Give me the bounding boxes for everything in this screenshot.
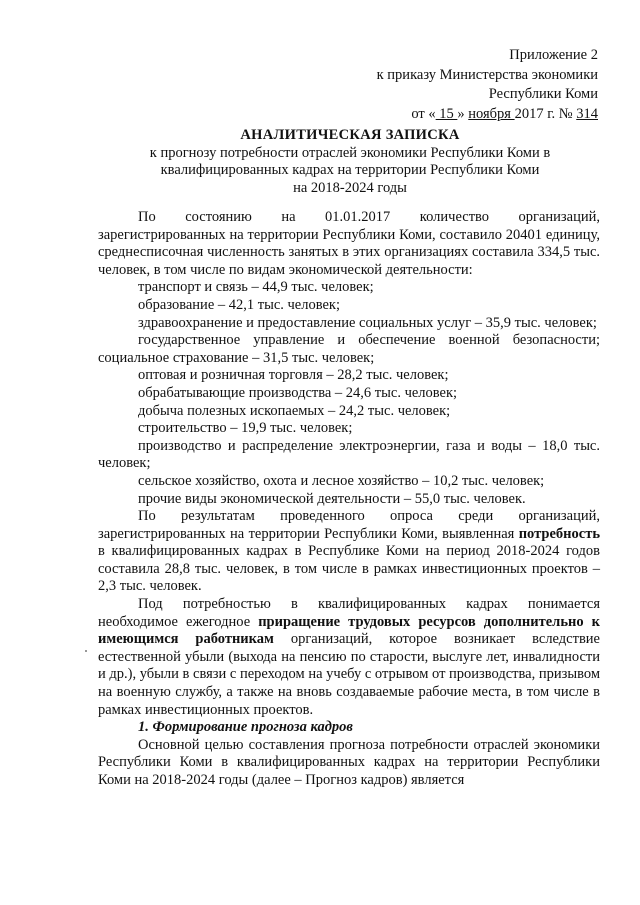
appendix-order-ref: к приказу Министерства экономики: [376, 66, 598, 83]
paragraph-intro: По состоянию на 01.01.2017 количество организаций, зарегистрированных на территории Республики Коми, составило 20401 единицу, среднесписочная численность занятых в этих организациях составила 334,5 тыс. человек, в том числе по видам экономической деятельности:: [98, 209, 600, 278]
list-item: транспорт и связь – 44,9 тыс. человек;: [138, 279, 374, 296]
paragraph-survey-text-a: По результатам проведенного опроса среди организаций, зарегистрированных на территории Республики Коми, выявленная: [98, 508, 600, 542]
appendix-title: Приложение 2: [509, 47, 598, 63]
paragraph-definition: [98, 596, 600, 719]
date-mid: »: [457, 105, 469, 122]
date-month: ноября: [468, 105, 515, 122]
document-title-block: [100, 127, 600, 197]
list-item: строительство – 19,9 тыс. человек;: [138, 420, 353, 437]
document-subtitle-line2: квалифицированных кадрах на территории Республики Коми: [160, 162, 540, 178]
paragraph-definition-text-a: Под потребностью в квалифицированных кадрах понимается необходимое ежегодное: [98, 596, 600, 630]
date-year: 2017 г. №: [514, 105, 577, 122]
document-subtitle-line1: к прогнозу потребности отраслей экономики Республики Коми в: [149, 144, 551, 161]
paragraph-survey-emphasis: потребность: [518, 525, 600, 542]
paragraph-purpose: Основной целью составления прогноза потребности отраслей экономики Республики Коми в квалифицированных кадрах на территории Республики Коми на 2018-2024 годы (далее – Прогноз кадров) является: [98, 736, 600, 788]
paragraph-survey: [98, 508, 600, 596]
list-item: государственное управление и обеспечение военной безопасности; социальное страхование – 31,5 тыс. человек;: [98, 332, 600, 366]
section-heading: 1. Формирование прогноза кадров: [138, 719, 353, 736]
list-item: добыча полезных ископаемых – 24,2 тыс. человек;: [138, 402, 451, 419]
date-prefix: от «: [411, 105, 436, 122]
document-title: АНАЛИТИЧЕСКАЯ ЗАПИСКА: [240, 127, 460, 143]
paragraph-definition-emphasis: приращение трудовых ресурсов дополнительно к имеющимся работникам: [98, 613, 600, 648]
paragraph-definition-text-b: организаций, которое возникает вследствие естественной убыли (выхода на пенсию по старости, выслуге лет, инвалидности и др.), убыли в связи с переходом на учебу с отрывом от производства, призывом на военную службу, а также на вновь создаваемые рабочие места, в том числе в рамках инвестиционных проектов.: [98, 631, 600, 718]
appendix-date: [377, 105, 598, 125]
list-item: обрабатывающие производства – 24,6 тыс. человек;: [138, 384, 458, 401]
list-item: здравоохранение и предоставление социальных услуг – 35,9 тыс. человек;: [138, 314, 597, 331]
list-item: оптовая и розничная торговля – 28,2 тыс. человек;: [138, 367, 449, 384]
order-number: 314: [576, 105, 598, 122]
document-body: [98, 209, 600, 790]
list-item: образование – 42,1 тыс. человек;: [138, 296, 341, 313]
document-subtitle-line3: на 2018-2024 годы: [293, 179, 407, 196]
margin-dot: [85, 650, 87, 652]
appendix-region: Республики Коми: [488, 86, 598, 102]
paragraph-survey-text-b: в квалифицированных кадрах в Республике Коми на период 2018-2024 годов составила 28,8 тыс. человек, в том числе в рамках инвестиционных проектов – 2,3 тыс. человек.: [98, 543, 600, 595]
appendix-header: [377, 46, 598, 124]
date-day: 15: [435, 105, 458, 122]
list-item: производство и распределение электроэнергии, газа и воды – 18,0 тыс. человек;: [98, 437, 600, 472]
list-item: сельское хозяйство, охота и лесное хозяйство – 10,2 тыс. человек;: [138, 472, 545, 489]
list-item: прочие виды экономической деятельности – 55,0 тыс. человек.: [138, 490, 526, 507]
